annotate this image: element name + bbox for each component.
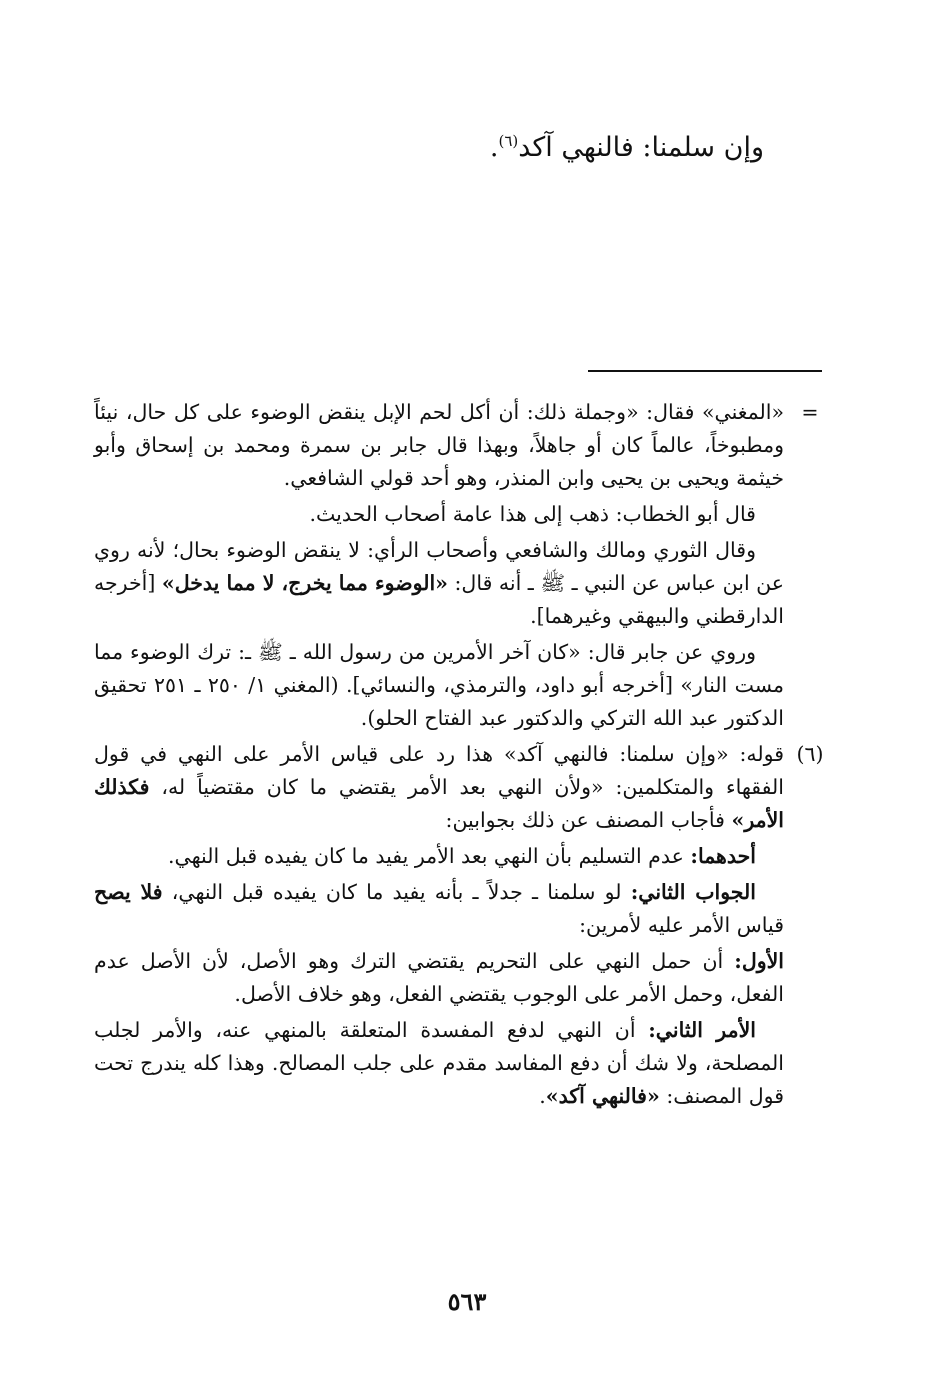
text-run: قوله: «وإن سلمنا: فالنهي آكد» هذا رد على قياس الأمر على النهي في قول الفقهاء والمتكلمين: «ولأن النهي بعد الأمر يقتضي ما كان مقتضياً له، (94, 742, 784, 799)
continuation-marker: = (801, 400, 819, 424)
footnote-paragraph (94, 945, 784, 1011)
footnote-paragraph (94, 876, 784, 942)
answer-label: الجواب الثاني: (630, 880, 756, 904)
text-run: وقال الثوري ومالك والشافعي وأصحاب الرأي: لا ينقض الوضوء بحال؛ لأنه روي عن ابن عباس عن النبي ـ ﷺ ـ أنه قال: (94, 538, 785, 595)
footnote-paragraph (94, 534, 784, 633)
footnotes-section (94, 396, 824, 1116)
footnote-paragraph: «المغني» فقال: «وجملة ذلك: أن أكل لحم الإبل ينقض الوضوء على كل حال، نيئاً ومطبوخاً، عالماً كان أو جاهلاً، وبهذا قال جابر بن سمرة ومحمد بن إسحاق وأبو خيثمة ويحيى بن يحيى وابن المنذر، وهو أحد قولي الشافعي. (94, 400, 784, 490)
text-run: أن النهي لدفع المفسدة المتعلقة بالمنهي عنه، والأمر لجلب المصلحة، ولا شك أن دفع المفاسد مقدم على جلب المصالح. وهذا كله يندرج تحت قول المصنف: (94, 1018, 784, 1108)
footnote-divider (588, 370, 822, 372)
bold-run: فلا يصح (94, 880, 163, 904)
footnote-paragraph: قال أبو الخطاب: ذهب إلى هذا عامة أصحاب الحديث. (309, 502, 756, 526)
bold-run: «فالنهي آكد» (545, 1084, 660, 1108)
footnote-continued (94, 396, 819, 735)
footnote-paragraph (94, 1014, 784, 1113)
text-run: أن حمل النهي على التحريم يقتضي الترك وهو الأصل، لأن الأصل عدم الفعل، وحمل الأمر على الوجوب يقتضي الفعل، وهو خلاف الأصل. (94, 949, 784, 1006)
text-run: فأجاب المصنف عن ذلك بجوابين: (445, 808, 732, 832)
text-run: . (539, 1084, 546, 1108)
footnote-marker: (٦) (796, 742, 824, 766)
footnote-reference[interactable]: (٦) (498, 132, 519, 150)
footnote-paragraph (94, 738, 784, 837)
footnote-paragraph (94, 840, 784, 873)
reason-label: الأمر الثاني: (648, 1018, 756, 1042)
text-run: قياس الأمر عليه لأمرين: (579, 913, 784, 937)
main-text-end: . (489, 132, 499, 163)
reason-label: الأول: (734, 949, 784, 973)
main-text: وإن سلمنا: فالنهي آكد (518, 132, 764, 163)
text-run: [أخرجه الدارقطني والبيهقي وغيرهما]. (94, 571, 784, 628)
answer-label: أحدهما: (690, 844, 756, 868)
main-text-line (100, 128, 764, 168)
footnote-6 (94, 738, 824, 1113)
page-number: ٥٦٣ (447, 1287, 487, 1316)
footnote-paragraph: وروي عن جابر قال: «كان آخر الأمرين من رسول الله ـ ﷺ ـ: ترك الوضوء مما مست النار» [أخرجه أبو داود، والترمذي، والنسائي]. (المغني ١/ ٢٥٠ ـ ٢٥١ تحقيق الدكتور عبد الله التركي والدكتور عبد الفتاح الحلو). (94, 640, 784, 730)
bold-run: فكذلك الأمر» (94, 775, 784, 832)
hadith-quote: «الوضوء مما يخرج، لا مما يدخل» (161, 571, 448, 595)
text-run: عدم التسليم بأن النهي بعد الأمر يفيد ما كان يفيده قبل النهي. (168, 844, 691, 868)
text-run: لو سلمنا ـ جدلاً ـ بأنه يفيد ما كان يفيده قبل النهي، (162, 880, 631, 904)
